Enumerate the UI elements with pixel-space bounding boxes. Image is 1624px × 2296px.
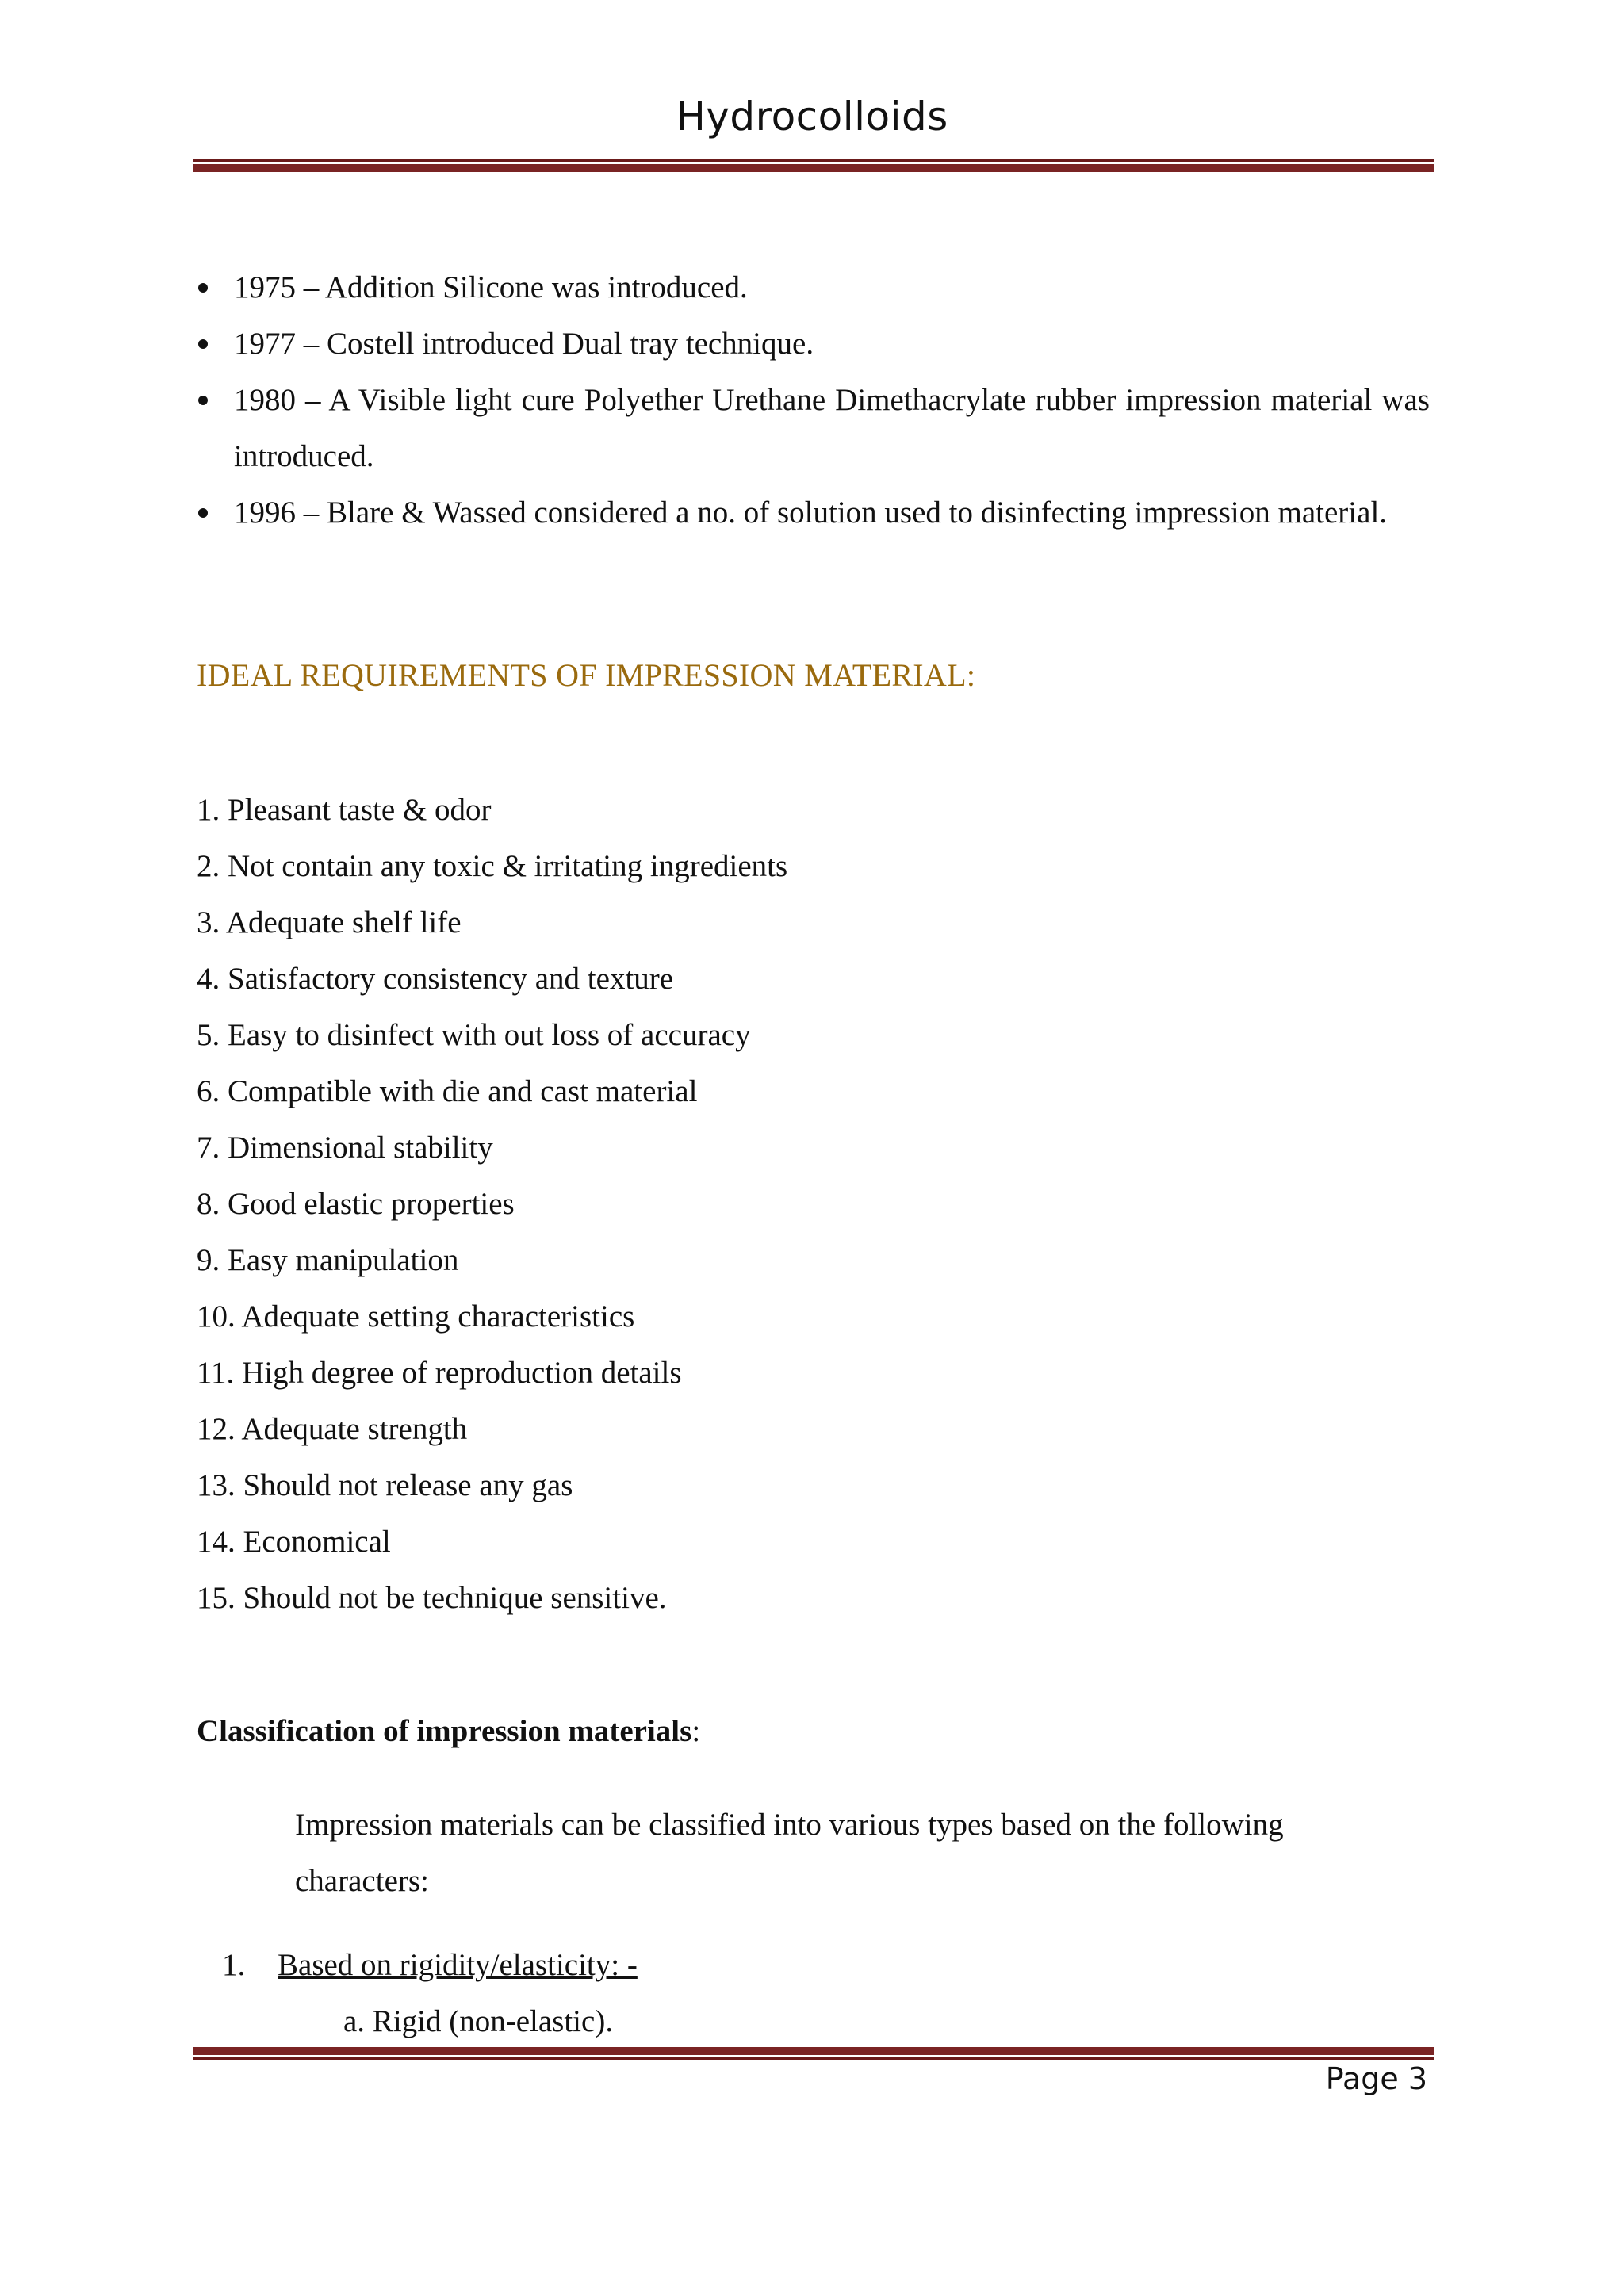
bullet-icon <box>198 283 208 293</box>
list-item: 8. Good elastic properties <box>197 1187 515 1221</box>
list-item: 12. Adequate strength <box>197 1412 468 1446</box>
list-item: 14. Economical <box>197 1525 391 1559</box>
footer-rule-thick <box>193 2047 1434 2055</box>
requirements-heading: IDEAL REQUIREMENTS OF IMPRESSION MATERIAL: <box>197 657 976 693</box>
bullet-icon <box>198 508 208 518</box>
classification-item-1a: a. Rigid (non-elastic). <box>343 2004 614 2038</box>
classification-intro: Impression materials can be classified into various types based on the following characters: <box>295 1808 1284 1898</box>
list-item: 1975 – Addition Silicone was introduced. <box>197 259 1430 316</box>
list-item: 1. Pleasant taste & odor <box>197 793 492 827</box>
list-item: 10. Adequate setting characteristics <box>197 1299 635 1334</box>
list-item: 3. Adequate shelf life <box>197 905 462 939</box>
list-item: 1980 – A Visible light cure Polyether Urethane Dimethacrylate rubber impression material was introduced. <box>197 372 1430 484</box>
header-title: Hydrocolloids <box>676 94 948 140</box>
list-item: 1977 – Costell introduced Dual tray technique. <box>197 316 1430 372</box>
list-item: 4. Satisfactory consistency and texture <box>197 962 674 996</box>
classification-heading: Classification of impression materials: <box>197 1714 701 1748</box>
bullet-icon <box>198 339 208 349</box>
header-rule-thin <box>193 159 1434 162</box>
list-item: 6. Compatible with die and cast material <box>197 1074 698 1108</box>
list-item: 9. Easy manipulation <box>197 1243 459 1277</box>
header-rule-thick <box>193 164 1434 172</box>
history-bullet-list <box>197 259 1430 541</box>
list-item: 5. Easy to disinfect with out loss of accuracy <box>197 1018 751 1052</box>
bullet-icon <box>198 396 208 405</box>
page-number: Page 3 <box>1325 2061 1427 2096</box>
classification-item-1: 1. Based on rigidity/elasticity: - <box>222 1948 638 1982</box>
list-item: 7. Dimensional stability <box>197 1131 493 1165</box>
list-item: 15. Should not be technique sensitive. <box>197 1581 667 1615</box>
list-item: 13. Should not release any gas <box>197 1468 573 1502</box>
list-item: 2. Not contain any toxic & irritating ingredients <box>197 849 788 883</box>
requirements-list <box>197 782 787 1626</box>
footer-rule-thin <box>193 2057 1434 2060</box>
list-item: 1996 – Blare & Wassed considered a no. of solution used to disinfecting impression material. <box>197 484 1430 541</box>
list-item: 11. High degree of reproduction details <box>197 1356 682 1390</box>
